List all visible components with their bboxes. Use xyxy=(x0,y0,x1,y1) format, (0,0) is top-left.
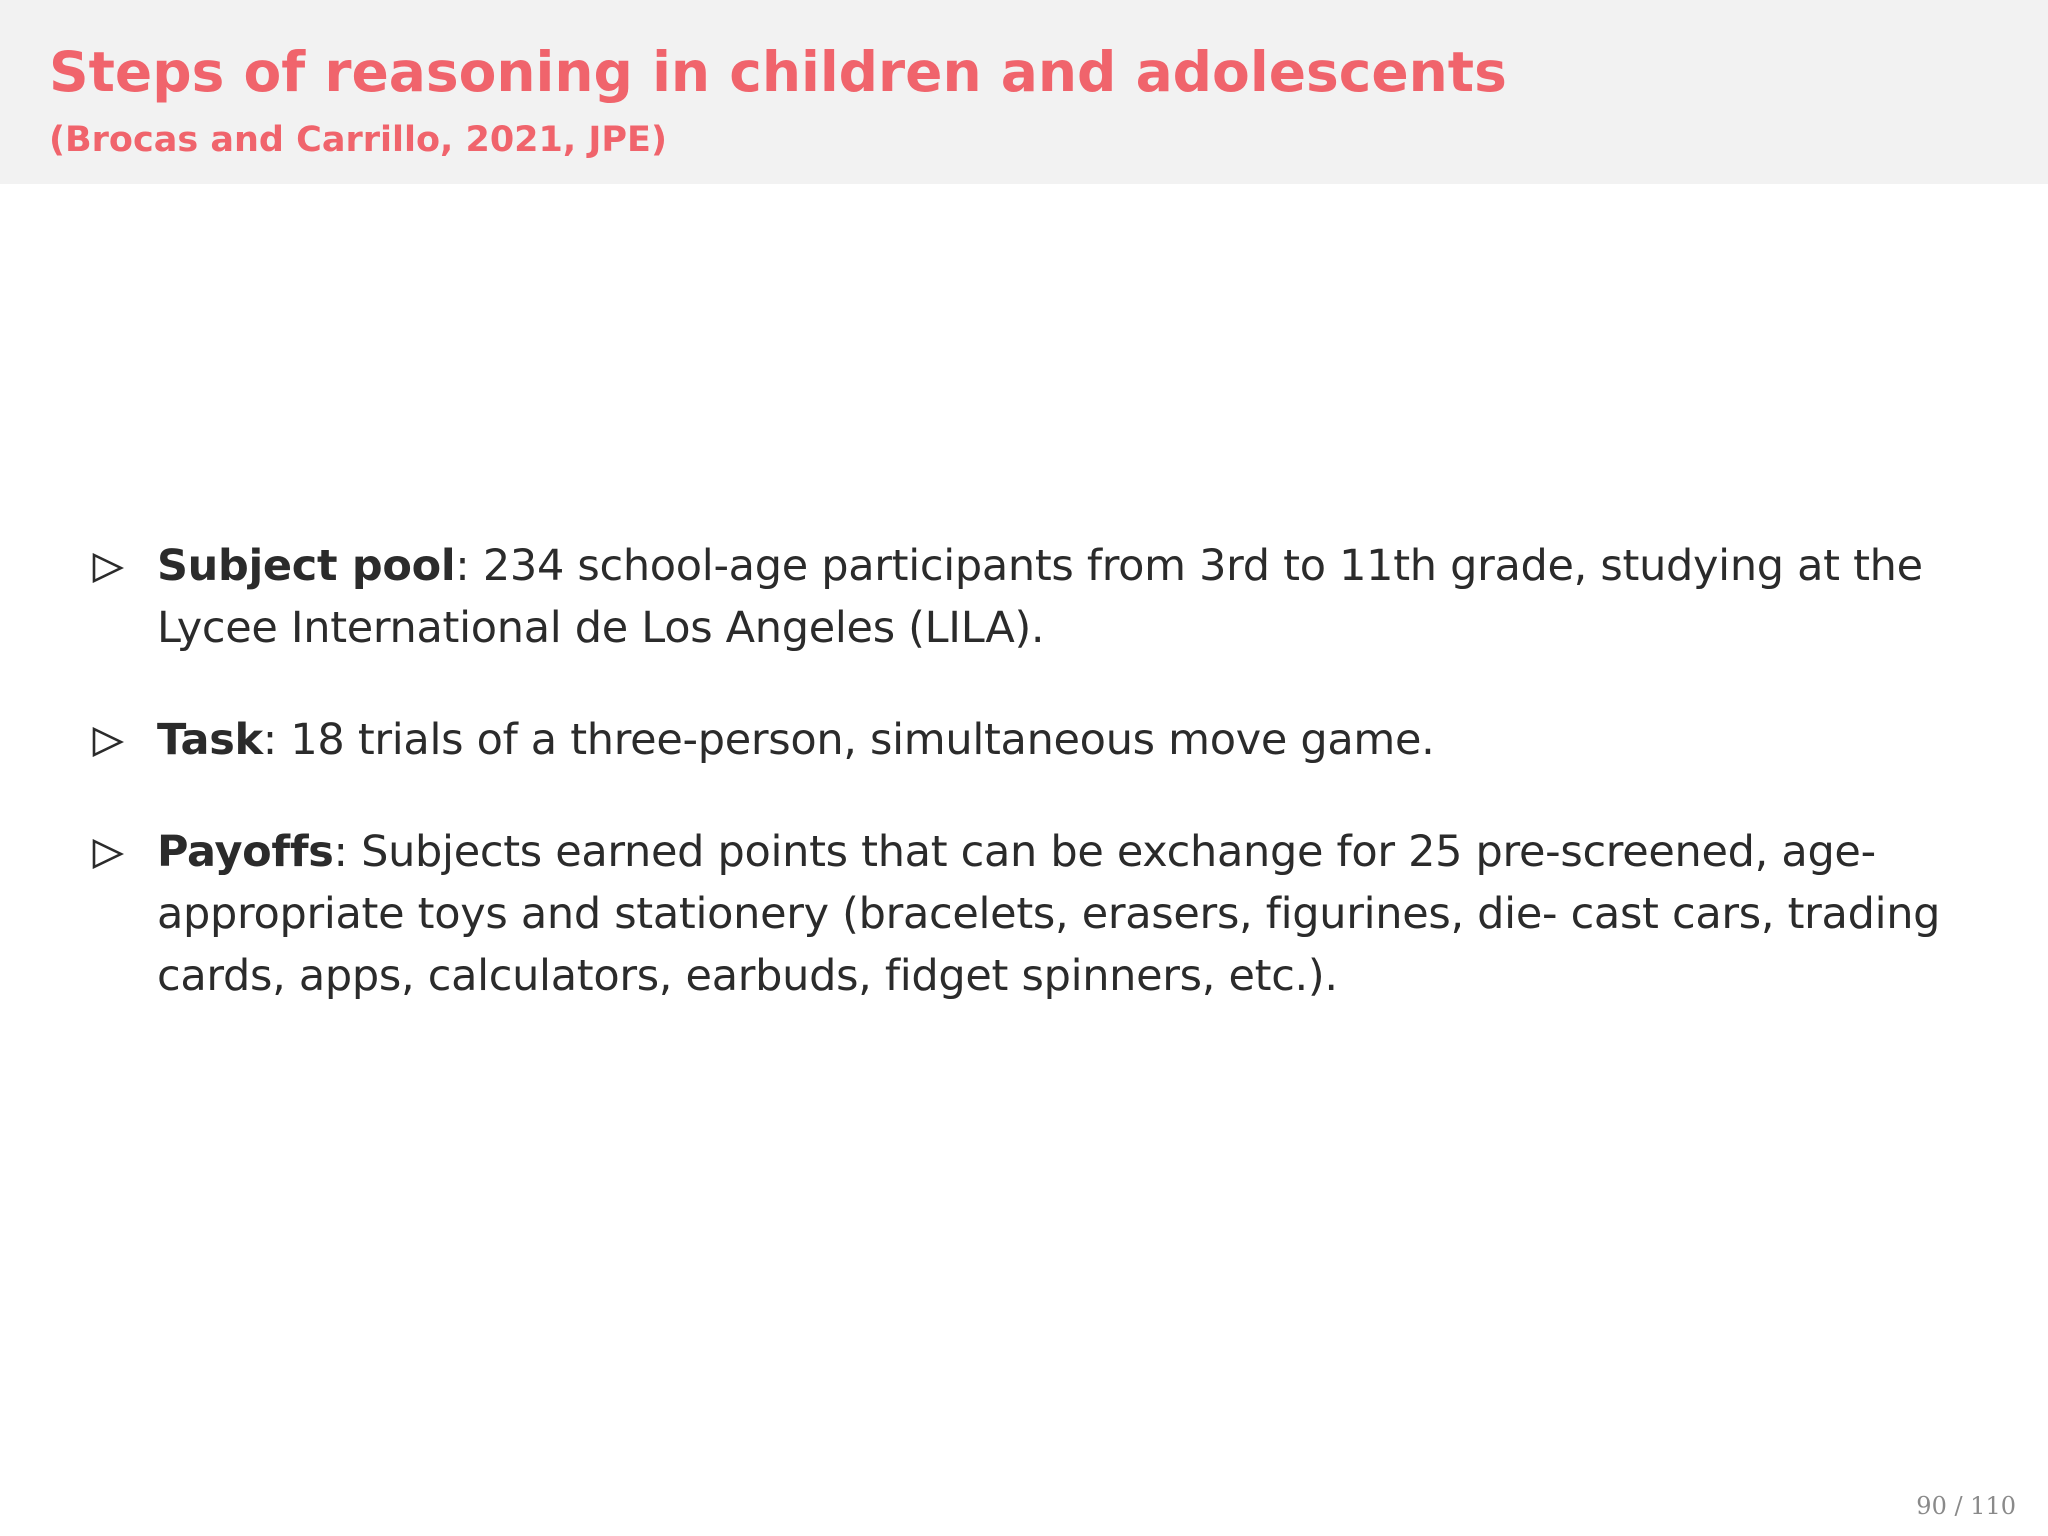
bullet-text: : Subjects earned points that can be exchange for 25 pre-screened, age-appropriate toys and stationery (bracelets, erasers, figurines, die- cast cars, trading cards, apps, calculators, earbuds, fidget spinners, etc.). xyxy=(157,827,1941,1001)
triangle-right-icon xyxy=(92,727,124,757)
page-number: 90 / 110 xyxy=(1916,1492,2016,1520)
triangle-right-icon xyxy=(92,839,124,869)
slide-title: Steps of reasoning in children and adolescents xyxy=(49,40,1507,104)
bullet-item-task xyxy=(0,709,2048,771)
bullet-item-payoffs xyxy=(0,821,2048,1007)
triangle-right-icon xyxy=(92,553,124,583)
bullet-text: : 18 trials of a three-person, simultaneous move game. xyxy=(262,715,1435,765)
bullet-text: : 234 school-age participants from 3rd to 11th grade, studying at the Lycee International de Los Angeles (LILA). xyxy=(157,541,1923,653)
slide-header xyxy=(0,0,2048,184)
bullet-term: Task xyxy=(157,715,263,765)
slide-subtitle: (Brocas and Carrillo, 2021, JPE) xyxy=(49,120,667,160)
bullet-list xyxy=(0,535,2048,1057)
bullet-term: Subject pool xyxy=(157,541,456,591)
bullet-term: Payoffs xyxy=(157,827,334,877)
bullet-item-subject-pool xyxy=(0,535,2048,659)
